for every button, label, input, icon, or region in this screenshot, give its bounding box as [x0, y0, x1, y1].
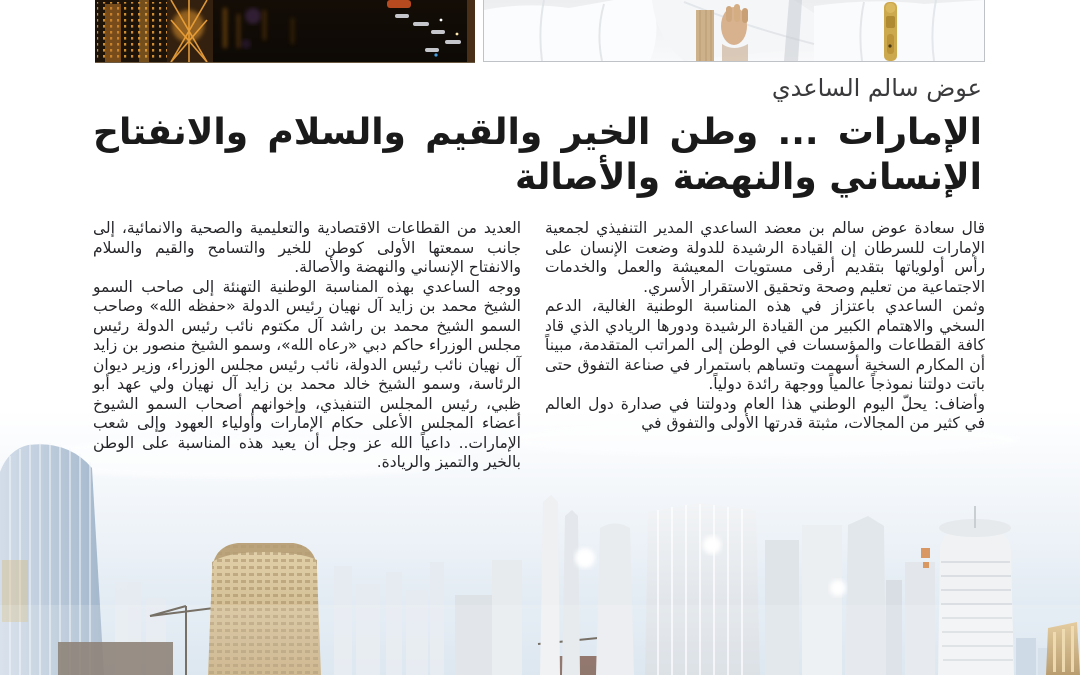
article-column-left	[93, 219, 521, 473]
marina-night-illustration	[95, 0, 475, 62]
paragraph: وثمن الساعدي باعتزاز في هذه المناسبة الوطنية الغالية، الدعم السخي والاهتمام الكبير من القيادة الرشيدة ودورها الريادي الذي قاد كافة القطاعات والمؤسسات في الوطن إلى المراتب المتقدمة، مبيناً أن المكارم السخية أسهمت وتساهم باستمرار في صناعة التفوق حتى باتت دولتنا نموذجاً عالمياً ووجهة رائدة دولياً.	[545, 297, 985, 393]
headline-line-1: الإمارات ... وطن الخير والقيم والسلام والانفتاح	[93, 112, 982, 153]
paragraph: ووجه الساعدي بهذه المناسبة الوطنية التهنئة إلى صاحب السمو الشيخ محمد بن زايد آل نهيان رئيس الدولة «حفظه الله» وصاحب السمو الشيخ محمد بن راشد آل مكتوم نائب رئيس الدولة رئيس مجلس الوزراء حاكم دبي «رعاه الله»، وسمو الشيخ منصور بن زايد آل نهيان نائب رئيس الدولة، نائب رئيس مجلس الوزراء، وزير ديوان الرئاسة، وسمو الشيخ خالد محمد بن زايد آل نهيان ولي عهد أبو ظبي، رئيس المجلس التنفيذي، وإخوانهم أصحاب السمو الشيوخ أعضاء المجلس الأعلى حكام الإمارات وأولياء العهود وإلى شعب الإمارات.. داعياً الله عز وجل أن يعيد هذه المناسبة على الوطن بالخير والتميز والريادة.	[93, 277, 521, 471]
photo-dubai-marina-night	[95, 0, 475, 63]
paragraph: قال سعادة عوض سالم بن معضد الساعدي المدير التنفيذي لجمعية الإمارات للسرطان إن القيادة الرشيدة للدولة وضعت الإنسان على رأس أولوياتها بتقديم أرقى مستويات المعيشة والعمل والخدمات الاجتماعية من تعليم وصحة وتحقيق الاستقرار الأسري.	[545, 219, 985, 296]
article-column-right	[545, 219, 985, 434]
author-byline: عوض سالم الساعدي	[771, 74, 982, 102]
photo-officials-ceremony	[483, 0, 985, 62]
article-headline	[93, 110, 982, 200]
officials-illustration	[484, 0, 984, 61]
headline-line-2: الإنساني والنهضة والأصالة	[515, 157, 982, 198]
paragraph: وأضاف: يحلّ اليوم الوطني هذا العام ودولتنا في صدارة دول العالم في كثير من المجالات، مثبتة قدرتها الأولى والتفوق في	[545, 394, 985, 432]
paragraph: العديد من القطاعات الاقتصادية والتعليمية والصحية والانمائية، إلى جانب سمعتها الأولى كوطن للخير والتسامح والقيم والسلام والانفتاح الإنساني والنهضة والأصالة.	[93, 219, 521, 276]
